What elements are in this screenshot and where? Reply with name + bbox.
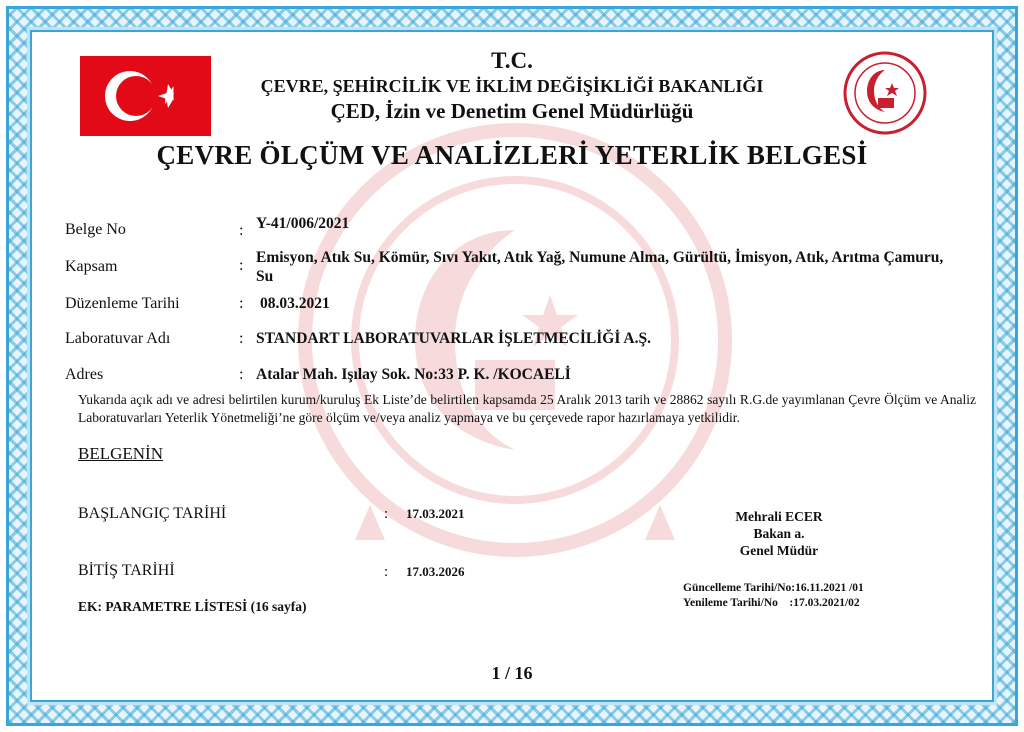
kapsam-label: Kapsam <box>65 258 118 275</box>
colon: : <box>239 222 244 239</box>
update-date: Güncelleme Tarihi/No:16.11.2021 /01 <box>683 582 864 594</box>
end-date-value: 17.03.2026 <box>406 564 465 579</box>
kapsam-value: Emisyon, Atık Su, Kömür, Sıvı Yakıt, Atık Yağ, Numune Alma, Gürültü, İmisyon, Atık, Arıtma Çamuru, Su <box>256 249 944 285</box>
signatory-title: Genel Müdür <box>739 543 819 558</box>
colon: : <box>239 330 244 347</box>
laboratuvar-label: Laboratuvar Adı <box>65 330 171 347</box>
certificate-title: ÇEVRE ÖLÇÜM VE ANALİZLERİ YETERLİK BELGESİ <box>156 140 868 170</box>
signatory-line2: Bakan a. <box>753 526 805 541</box>
adres-label: Adres <box>65 366 104 383</box>
colon: : <box>384 506 389 522</box>
authorization-paragraph: Yukarıda açık adı ve adresi belirtilen kurum/kuruluş Ek Liste’de belirtilen kapsamda 25 Aralık 2013 tarih ve 28862 sayılı R.G.de yayımlanan Çevre Ölçüm ve Analiz Laboratuvarları Yeterlik Yönetmeliği’ne göre ölçüm ve/veya analiz yapmaya ve bu çerçevede rapor hazırlamaya yetkilidir. <box>78 392 976 425</box>
renewal-date: Yenileme Tarihi/No :17.03.2021/02 <box>683 597 860 609</box>
start-date-label: BAŞLANGIÇ TARİHİ <box>78 505 227 522</box>
page-number: 1 / 16 <box>491 663 533 683</box>
header-department: ÇED, İzin ve Denetim Genel Müdürlüğü <box>330 99 694 123</box>
end-date-label: BİTİŞ TARİHİ <box>78 562 175 579</box>
colon: : <box>384 564 389 580</box>
belge-no-label: Belge No <box>65 221 126 238</box>
validity-heading: BELGENİN <box>78 444 163 463</box>
adres-value: Atalar Mah. Işılay Sok. No:33 P. K. /KOCAELİ <box>256 366 571 383</box>
start-date-value: 17.03.2021 <box>406 506 465 521</box>
signatory-name: Mehrali ECER <box>735 509 823 524</box>
colon: : <box>239 257 244 274</box>
duzenleme-value: 08.03.2021 <box>260 295 330 312</box>
header-tc: T.C. <box>491 48 533 73</box>
colon: : <box>239 366 244 383</box>
laboratuvar-value: STANDART LABORATUVARLAR İŞLETMECİLİĞİ A.Ş. <box>256 330 651 347</box>
duzenleme-label: Düzenleme Tarihi <box>65 295 180 312</box>
annex-note: EK: PARAMETRE LİSTESİ (16 sayfa) <box>78 599 307 614</box>
header-ministry: ÇEVRE, ŞEHİRCİLİK VE İKLİM DEĞİŞİKLİĞİ BAKANLIĞI <box>260 76 764 96</box>
belge-no-value: Y-41/006/2021 <box>256 215 350 232</box>
colon: : <box>239 295 244 312</box>
